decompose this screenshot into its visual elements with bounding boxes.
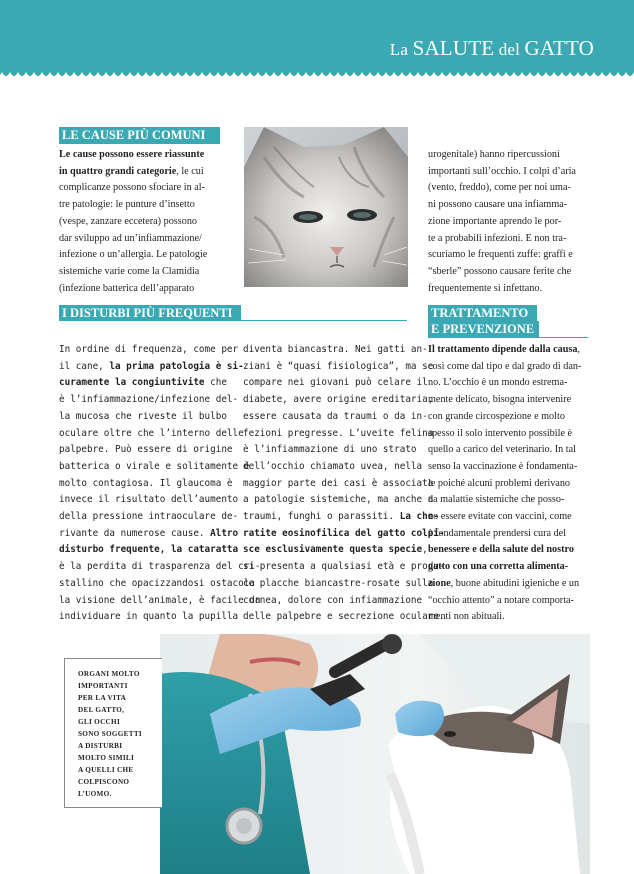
text-line: ziani è “quasi fisiologica”, ma se bbox=[243, 360, 434, 372]
text-line: in quattro grandi categorie, le cui bbox=[59, 165, 204, 177]
caption-line: SONO SOGGETTI bbox=[78, 730, 143, 738]
section-title-disturbi: I DISTURBI PIÙ FREQUENTI bbox=[59, 305, 241, 321]
text-line: cornea, dolore con infiammazione bbox=[243, 594, 423, 606]
text-line: “sberle” possono causare ferite che bbox=[428, 265, 572, 277]
page-title: La SALUTE del GATTO bbox=[389, 36, 594, 60]
text-line: (infezione batterica dell’apparato bbox=[59, 282, 195, 294]
text-line: maggior parte dei casi è associata bbox=[243, 477, 434, 489]
text-line: con grande circospezione e molto bbox=[428, 410, 565, 422]
text-line: curamente la congiuntivite che bbox=[59, 377, 227, 389]
text-line: menti non abituali. bbox=[428, 611, 505, 623]
text-line: infezione o un’allergia. Le patologie bbox=[59, 249, 208, 261]
text-line: sce esclusivamente questa specie, bbox=[243, 544, 428, 556]
text-line: In ordine di frequenza, come per bbox=[59, 344, 239, 355]
section-rule-trattamento bbox=[428, 337, 588, 338]
text-line: importanti sull’occhio. I colpi d’aria bbox=[428, 165, 576, 177]
text-line: sistemiche varie come la Clamidia bbox=[59, 265, 200, 277]
text-line: è l’infiammazione/infezione del- bbox=[59, 394, 239, 406]
text-line: complicanze possono sfociare in al- bbox=[59, 182, 205, 194]
section-rule-cause bbox=[59, 143, 220, 144]
text-line: “occhio attento” a notare comporta- bbox=[428, 594, 574, 606]
section-title-cause: LE CAUSE PIÙ COMUNI bbox=[59, 127, 220, 143]
text-line: le poiché alcuni problemi derivano bbox=[428, 477, 571, 489]
kitten-eye-photo bbox=[244, 127, 408, 287]
text-line: si presenta a qualsiasi età e produ- bbox=[243, 561, 445, 573]
text-line: è l’infiammazione di uno strato bbox=[243, 444, 417, 456]
disturbi-text-col2 bbox=[243, 342, 445, 626]
disturbi-text-col1 bbox=[59, 342, 261, 626]
text-line: individuare in quanto la pupilla bbox=[59, 611, 239, 623]
text-line: ce placche biancastre-rosate sulla bbox=[243, 577, 434, 589]
cause-text-right bbox=[428, 147, 576, 297]
trattamento-text bbox=[428, 342, 581, 626]
text-line: palpebre. Può essere di origine bbox=[59, 444, 233, 456]
caption-line: DEL GATTO, bbox=[78, 706, 125, 714]
text-line: no essere evitate con vaccini, come bbox=[428, 511, 572, 523]
text-line: (vento, freddo), come per noi uma- bbox=[428, 182, 571, 194]
text-line: dell’occhio chiamato uvea, nella bbox=[243, 460, 423, 472]
text-line: quello a carico del veterinario. In tal bbox=[428, 444, 576, 456]
text-line: essere causata da traumi o da in- bbox=[243, 410, 428, 422]
text-line: a patologie sistemiche, ma anche a bbox=[243, 494, 434, 506]
text-line: della pressione intraoculare de- bbox=[59, 511, 239, 523]
section-title-prevenzione: E PREVENZIONE bbox=[428, 321, 539, 337]
text-line: gatto con una corretta alimenta- bbox=[428, 561, 569, 573]
text-line: la visione dell’animale, è facile da bbox=[59, 594, 261, 606]
text-line: Il trattamento dipende dalla causa, bbox=[428, 344, 580, 355]
text-line: dar sviluppo ad un’infiammazione/ bbox=[59, 232, 202, 244]
text-line: senso la vaccinazione è fondamenta- bbox=[428, 460, 578, 472]
text-line: (vespe, zanzare eccetera) possono bbox=[59, 215, 198, 227]
text-line: diabete, avere origine ereditaria, bbox=[243, 394, 434, 406]
text-line: zione importante aprendo le por- bbox=[428, 215, 562, 227]
text-line: compare nei giovani può celare il bbox=[243, 377, 428, 389]
text-line: molto contagiosa. Il glaucoma è bbox=[59, 477, 233, 489]
text-line: spesso il solo intervento possibile è bbox=[428, 427, 573, 439]
text-line: oculare oltre che l’interno delle bbox=[59, 427, 244, 439]
text-line: no. L’occhio è un mondo estrema- bbox=[428, 377, 568, 389]
caption-line: GLI OCCHI bbox=[78, 718, 121, 726]
caption-line: PER LA VITA bbox=[78, 694, 127, 702]
text-line: stallino che opacizzandosi ostacola bbox=[59, 577, 255, 589]
text-line: è fondamentale prendersi cura del bbox=[428, 527, 567, 539]
text-line: zione, buone abitudini igieniche e un bbox=[428, 577, 580, 589]
text-line: il cane, la prima patologia è si- bbox=[59, 360, 244, 372]
section-rule-disturbi bbox=[59, 320, 407, 321]
text-line: così come dal tipo e dal grado di dan- bbox=[428, 360, 582, 372]
section-title-trattamento: TRATTAMENTO bbox=[428, 305, 537, 321]
text-line: ni possono causare una infiamma- bbox=[428, 199, 568, 211]
caption-line: L’UOMO. bbox=[78, 790, 112, 798]
caption-line: ORGANI MOLTO bbox=[78, 670, 140, 678]
caption-line: MOLTO SIMILI bbox=[78, 754, 135, 762]
vet-examining-cat-photo bbox=[160, 634, 590, 874]
caption-line: COLPISCONO bbox=[78, 778, 130, 786]
text-line: tre patologie: le punture d’insetto bbox=[59, 199, 195, 211]
text-line: da malattie sistemiche che posso- bbox=[428, 494, 565, 506]
caption-line: IMPORTANTI bbox=[78, 682, 128, 690]
text-line: scuriamo le frequenti zuffe: graffi e bbox=[428, 249, 573, 261]
text-line: mente delicato, bisogna intervenire bbox=[428, 394, 572, 406]
text-line: invece il risultato dell’aumento bbox=[59, 494, 239, 506]
text-line: fezioni pregresse. L’uveite felina bbox=[243, 427, 434, 439]
cause-text-left bbox=[59, 147, 207, 297]
text-line: rivante da numerose cause. Altro bbox=[59, 527, 239, 539]
text-line: Le cause possono essere riassunte bbox=[59, 149, 205, 160]
text-line: urogenitale) hanno ripercussioni bbox=[428, 149, 560, 160]
caption-line: A DISTURBI bbox=[78, 742, 123, 750]
text-line: disturbo frequente, la cataratta bbox=[59, 544, 239, 556]
text-line: frequentemente si infettano. bbox=[428, 282, 542, 294]
text-line: delle palpebre e secrezione oculare. bbox=[243, 611, 445, 623]
header-wave-border bbox=[0, 68, 634, 80]
caption-line: A QUELLI CHE bbox=[78, 766, 134, 774]
text-line: ratite eosinofilica del gatto colpi- bbox=[243, 527, 445, 539]
text-line: benessere e della salute del nostro bbox=[428, 544, 574, 556]
text-line: diventa biancastra. Nei gatti an- bbox=[243, 344, 428, 355]
text-line: te a probabili infezioni. E non tra- bbox=[428, 232, 567, 244]
text-line: la mucosa che riveste il bulbo bbox=[59, 410, 227, 422]
text-line: batterica o virale e solitamente è bbox=[59, 460, 250, 472]
text-line: traumi, funghi o parassiti. La che- bbox=[243, 511, 439, 523]
text-line: è la perdita di trasparenza del cri- bbox=[59, 561, 261, 573]
photo-caption-text bbox=[78, 668, 142, 800]
